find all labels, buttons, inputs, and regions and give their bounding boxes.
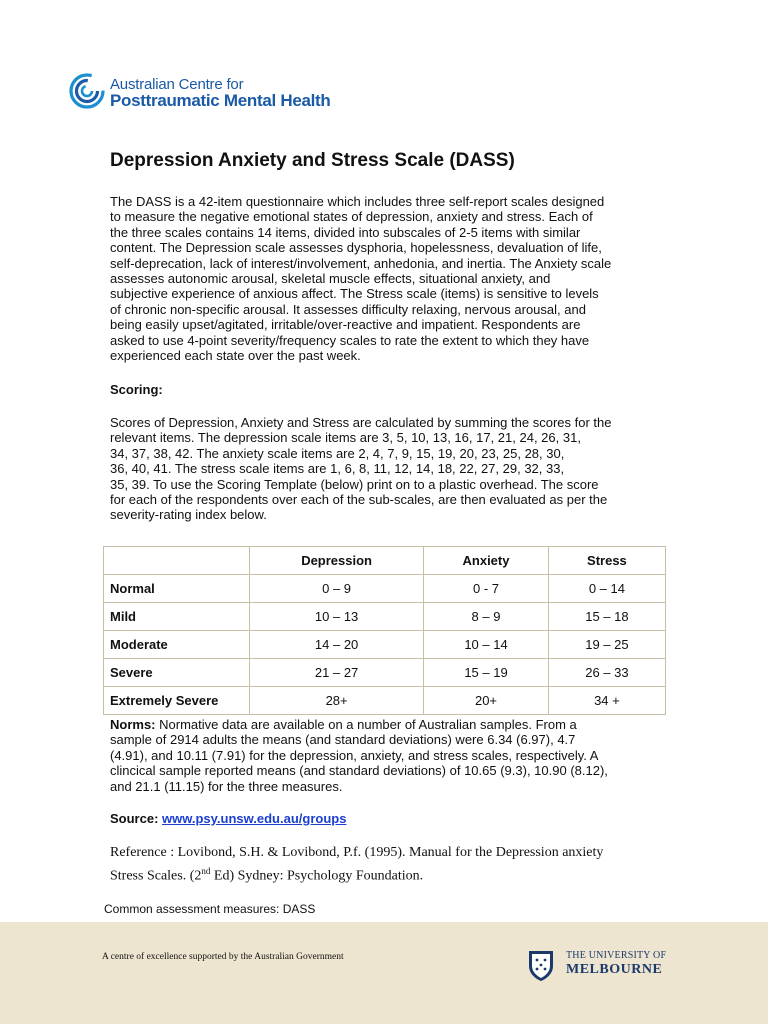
norms-line: and 21.1 (11.15) for the three measures. (110, 778, 343, 794)
row-label: Mild (104, 603, 250, 631)
table-cell: 0 - 7 (424, 575, 549, 603)
intro-line: The DASS is a 42-item questionnaire which includes three self-report scales designed (110, 194, 605, 209)
scoring-line: severity-rating index below. (110, 507, 267, 523)
scoring-line: 35, 39. To use the Scoring Template (below) print on to a plastic overhead. The score (110, 476, 599, 492)
table-row (104, 687, 666, 715)
table-cell: 15 – 19 (424, 659, 549, 687)
intro-line: of chronic non-specific arousal. It assesses difficulty relaxing, nervous arousal, and (110, 301, 586, 317)
row-label: Normal (104, 575, 250, 603)
table-cell: 15 – 18 (548, 603, 665, 631)
norms-line: sample of 2914 adults the means (and standard deviations) were 6.34 (6.97), 4.7 (110, 732, 576, 748)
intro-line: experienced each state over the past week. (110, 348, 361, 364)
source-label: Source: (110, 811, 163, 826)
logo-line2: Posttraumatic Mental Health (110, 91, 331, 110)
intro-paragraph (110, 194, 670, 363)
swirl-logo-icon (68, 72, 106, 110)
university-crest-icon (524, 948, 558, 982)
table-header-cell: Stress (548, 547, 665, 575)
row-label: Severe (104, 659, 250, 687)
scoring-line: 36, 40, 41. The stress scale items are 1, 6, 8, 11, 12, 14, 18, 22, 27, 29, 32, 33, (110, 461, 565, 477)
table-cell: 10 – 14 (424, 631, 549, 659)
footer-band (0, 922, 768, 1024)
table-header-row (104, 547, 666, 575)
reference-line2 (110, 862, 690, 886)
intro-line: the three scales contains 14 items, divided into subscales of 2-5 items with similar (110, 224, 581, 240)
table-cell: 34 + (548, 687, 665, 715)
table-cell: 8 – 9 (424, 603, 549, 631)
footer-label: Common assessment measures: DASS (104, 902, 316, 916)
reference-line1: Reference : Lovibond, S.H. & Lovibond, P.f. (1995). Manual for the Depression anxiety (110, 845, 604, 860)
table-header-cell (104, 547, 250, 575)
table-cell: 19 – 25 (548, 631, 665, 659)
university-logo (524, 946, 667, 986)
scoring-line: 34, 37, 38, 42. The anxiety scale items are 2, 4, 7, 9, 15, 19, 20, 23, 25, 28, 30, (110, 445, 565, 461)
scoring-heading: Scoring: (110, 382, 163, 397)
norms-line: clincical sample reported means (and standard deviations) of 10.65 (9.3), 10.90 (8.12), (110, 763, 608, 779)
scoring-line: relevant items. The depression scale items are 3, 5, 10, 13, 16, 17, 21, 24, 26, 31, (110, 430, 581, 446)
severity-table (103, 546, 666, 715)
table-row (104, 575, 666, 603)
table-row (104, 603, 666, 631)
scoring-line: for each of the respondents over each of the sub-scales, are then evaluated as per the (110, 492, 608, 508)
intro-line: being easily upset/agitated, irritable/over-reactive and impatient. Respondents are (110, 317, 581, 333)
intro-line: subjective experience of anxious affect. The Stress scale (items) is sensitive to levels (110, 286, 599, 302)
table-cell: 28+ (250, 687, 424, 715)
intro-line: asked to use 4-point severity/frequency scales to rate the extent to which they have (110, 332, 590, 348)
row-label: Moderate (104, 631, 250, 659)
page-title: Depression Anxiety and Stress Scale (DASS) (110, 150, 515, 171)
source-line (110, 811, 346, 826)
university-line1: THE UNIVERSITY OF (566, 950, 667, 961)
table-row (104, 659, 666, 687)
table-row (104, 631, 666, 659)
table-cell: 10 – 13 (250, 603, 424, 631)
table-cell: 20+ (424, 687, 549, 715)
norms-first-line (110, 717, 670, 732)
scoring-line: Scores of Depression, Anxiety and Stress are calculated by summing the scores for the (110, 415, 612, 430)
intro-line: content. The Depression scale assesses dysphoria, hopelessness, devaluation of life, (110, 240, 602, 256)
table-header-cell: Anxiety (424, 547, 549, 575)
norms-label: Norms: (110, 717, 156, 732)
table-cell: 0 – 14 (548, 575, 665, 603)
gov-support-text: A centre of excellence supported by the Australian Government (102, 952, 344, 962)
reference-line2-start: Stress Scales. (2 (110, 868, 202, 884)
table-header-cell: Depression (250, 547, 424, 575)
intro-line: self-deprecation, lack of interest/involvement, anhedonia, and inertia. The Anxiety scale (110, 255, 612, 271)
university-line2: MELBOURNE (566, 962, 663, 977)
table-cell: 21 – 27 (250, 659, 424, 687)
norms-line1-text: Normative data are available on a number of Australian samples. From a (155, 717, 577, 732)
reference-superscript: nd (201, 866, 211, 876)
reference (110, 844, 690, 886)
acpmh-logo (68, 72, 368, 112)
table-cell: 0 – 9 (250, 575, 424, 603)
logo-line1: Australian Centre for (110, 76, 244, 93)
norms-line: (4.91), and 10.11 (7.91) for the depression, anxiety, and stress scales, respectively. A (110, 747, 599, 763)
row-label: Extremely Severe (104, 687, 250, 715)
norms-paragraph (110, 717, 670, 794)
reference-line2-end: Ed) Sydney: Psychology Foundation. (210, 868, 424, 884)
intro-line: assesses autonomic arousal, skeletal muscle effects, situational anxiety, and (110, 271, 551, 287)
scoring-paragraph (110, 415, 670, 523)
table-cell: 26 – 33 (548, 659, 665, 687)
table-cell: 14 – 20 (250, 631, 424, 659)
source-link[interactable]: www.psy.unsw.edu.au/groups (162, 811, 347, 826)
intro-line: to measure the negative emotional states of depression, anxiety and stress. Each of (110, 209, 593, 225)
